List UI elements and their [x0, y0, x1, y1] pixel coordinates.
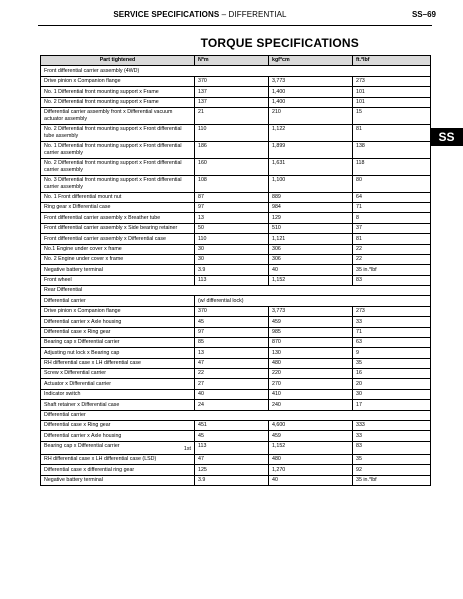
torque-kgfcm: 480 [269, 358, 353, 368]
torque-kgfcm: 306 [269, 244, 353, 254]
section-tab: SS [430, 128, 463, 146]
torque-ftlbf: 63 [353, 337, 431, 347]
torque-kgfcm: 1,100 [269, 175, 353, 192]
table-row [41, 475, 431, 485]
torque-nm: 24 [195, 400, 269, 410]
page-title: TORQUE SPECIFICATIONS [200, 36, 359, 50]
table-row [41, 124, 431, 141]
torque-nm: 13 [195, 348, 269, 358]
torque-ftlbf: 83 [353, 275, 431, 285]
part-cell: RH differential case x LH differential case (LSD) [41, 455, 195, 465]
table-row [41, 306, 431, 316]
torque-ftlbf: 138 [353, 141, 431, 158]
condition-note: (w/ differential lock) [195, 296, 431, 306]
part-cell: Differential carrier assembly front x Differential vacuum actuator assembly [41, 107, 195, 124]
table-row [41, 369, 431, 379]
part-cell: Negative battery terminal [41, 475, 195, 485]
torque-ftlbf: 81 [353, 234, 431, 244]
torque-kgfcm: 1,152 [269, 275, 353, 285]
torque-nm: 110 [195, 234, 269, 244]
part-cell: Adjusting nut lock x Bearing cap [41, 348, 195, 358]
running-title [0, 10, 400, 19]
torque-kgfcm: 480 [269, 455, 353, 465]
table-row [41, 348, 431, 358]
torque-nm: 27 [195, 379, 269, 389]
torque-nm: 45 [195, 431, 269, 441]
torque-nm: 97 [195, 327, 269, 337]
part-cell: Differential carrier [41, 296, 195, 306]
torque-kgfcm: 3,773 [269, 76, 353, 86]
table-row [41, 76, 431, 86]
table-row [41, 192, 431, 202]
torque-kgfcm: 240 [269, 400, 353, 410]
torque-kgfcm: 889 [269, 192, 353, 202]
torque-kgfcm: 459 [269, 317, 353, 327]
torque-kgfcm: 870 [269, 337, 353, 347]
torque-kgfcm: 1,152 [269, 441, 353, 454]
torque-nm: 3.9 [195, 475, 269, 485]
torque-kgfcm: 1,121 [269, 234, 353, 244]
table-row [41, 455, 431, 465]
torque-ftlbf: 35 in.*lbf [353, 475, 431, 485]
torque-ftlbf: 22 [353, 254, 431, 264]
torque-ftlbf: 33 [353, 431, 431, 441]
torque-kgfcm: 129 [269, 213, 353, 223]
part-cell: No. 1 Front differential mount nut [41, 192, 195, 202]
part-cell: No. 1 Differential front mounting support x Frame [41, 87, 195, 97]
torque-kgfcm: 270 [269, 379, 353, 389]
part-cell: No. 2 Differential front mounting support x Front differential carrier assembly [41, 158, 195, 175]
torque-nm: 87 [195, 192, 269, 202]
table-row [41, 254, 431, 264]
torque-ftlbf: 71 [353, 327, 431, 337]
part-cell: No.1 Engine under cover x frame [41, 244, 195, 254]
torque-kgfcm: 410 [269, 389, 353, 399]
torque-kgfcm: 40 [269, 475, 353, 485]
table-row [41, 431, 431, 441]
torque-kgfcm: 459 [269, 431, 353, 441]
part-cell: Drive pinion x Companion flange [41, 76, 195, 86]
torque-kgfcm: 4,600 [269, 420, 353, 430]
torque-ftlbf: 30 [353, 389, 431, 399]
torque-ftlbf: 71 [353, 203, 431, 213]
column-header: Part tightened [41, 56, 195, 66]
table-row [41, 265, 431, 275]
torque-ftlbf: 81 [353, 124, 431, 141]
part-cell: Differential case x Ring gear [41, 327, 195, 337]
step-tag: 1st [183, 446, 191, 453]
torque-ftlbf: 83 [353, 441, 431, 454]
section-row [41, 286, 431, 296]
torque-ftlbf: 37 [353, 223, 431, 233]
torque-nm: 47 [195, 455, 269, 465]
torque-kgfcm: 510 [269, 223, 353, 233]
torque-ftlbf: 80 [353, 175, 431, 192]
torque-ftlbf: 8 [353, 213, 431, 223]
part-cell: Actuator x Differential carrier [41, 379, 195, 389]
torque-nm: 451 [195, 420, 269, 430]
subsection-name: DIFFERENTIAL [228, 10, 287, 19]
torque-kgfcm: 1,122 [269, 124, 353, 141]
torque-kgfcm: 1,400 [269, 97, 353, 107]
torque-ftlbf: 118 [353, 158, 431, 175]
torque-nm: 113 [195, 441, 269, 454]
torque-ftlbf: 35 in.*lbf [353, 265, 431, 275]
table-row [41, 87, 431, 97]
torque-nm: 22 [195, 369, 269, 379]
column-header: kgf*cm [269, 56, 353, 66]
part-cell: Front differential carrier assembly x Side bearing retainer [41, 223, 195, 233]
torque-ftlbf: 273 [353, 306, 431, 316]
torque-ftlbf: 33 [353, 317, 431, 327]
torque-nm: 30 [195, 254, 269, 264]
table-row [41, 420, 431, 430]
torque-nm: 370 [195, 306, 269, 316]
section-label: Rear Differential [41, 286, 431, 296]
torque-nm: 108 [195, 175, 269, 192]
section-row [41, 410, 431, 420]
table-row [41, 213, 431, 223]
part-cell: No. 1 Differential front mounting support x Front differential carrier assembly [41, 141, 195, 158]
part-cell: No. 2 Differential front mounting support x Front differential tube assembly [41, 124, 195, 141]
table-row [41, 379, 431, 389]
part-cell: No. 2 Engine under cover x frame [41, 254, 195, 264]
part-cell: Front differential carrier assembly x Differential case [41, 234, 195, 244]
torque-ftlbf: 101 [353, 87, 431, 97]
torque-ftlbf: 92 [353, 465, 431, 475]
table-row [41, 97, 431, 107]
table-row [41, 141, 431, 158]
table-row [41, 107, 431, 124]
part-cell: Differential case x differential ring gear [41, 465, 195, 475]
torque-ftlbf: 16 [353, 369, 431, 379]
part-cell: No. 2 Differential front mounting support x Frame [41, 97, 195, 107]
part-cell: Differential carrier x Axle housing [41, 431, 195, 441]
torque-nm: 13 [195, 213, 269, 223]
torque-nm: 110 [195, 124, 269, 141]
torque-nm: 21 [195, 107, 269, 124]
torque-kgfcm: 1,631 [269, 158, 353, 175]
title-separator: – [221, 10, 227, 19]
torque-kgfcm: 1,899 [269, 141, 353, 158]
torque-kgfcm: 984 [269, 203, 353, 213]
table-row [41, 296, 431, 306]
torque-nm: 85 [195, 337, 269, 347]
page-number: SS–69 [411, 10, 436, 19]
torque-nm: 40 [195, 389, 269, 399]
table-row [41, 327, 431, 337]
table-row [41, 223, 431, 233]
section-name: SERVICE SPECIFICATIONS [113, 10, 220, 19]
torque-ftlbf: 20 [353, 379, 431, 389]
table-row [41, 465, 431, 475]
table-row [41, 400, 431, 410]
part-cell: No. 3 Differential front mounting support x Front differential carrier assembly [41, 175, 195, 192]
table-row [41, 158, 431, 175]
part-cell: Shaft retainer x Differential case [41, 400, 195, 410]
torque-ftlbf: 22 [353, 244, 431, 254]
part-cell: Front differential carrier assembly x Breather tube [41, 213, 195, 223]
torque-nm: 113 [195, 275, 269, 285]
torque-ftlbf: 64 [353, 192, 431, 202]
torque-ftlbf: 333 [353, 420, 431, 430]
part-cell: Front wheel [41, 275, 195, 285]
table-row [41, 441, 431, 454]
table-body [41, 66, 431, 486]
torque-nm: 137 [195, 87, 269, 97]
table-row [41, 175, 431, 192]
section-label: Front differential carrier assembly (4WD) [41, 66, 431, 76]
torque-nm: 30 [195, 244, 269, 254]
torque-nm: 125 [195, 465, 269, 475]
torque-ftlbf: 17 [353, 400, 431, 410]
torque-nm: 137 [195, 97, 269, 107]
torque-nm: 47 [195, 358, 269, 368]
section-label: Differential carrier [41, 410, 431, 420]
table-row [41, 389, 431, 399]
header-rule [38, 25, 432, 26]
torque-kgfcm: 306 [269, 254, 353, 264]
table-row [41, 275, 431, 285]
torque-nm: 97 [195, 203, 269, 213]
torque-nm: 3.9 [195, 265, 269, 275]
part-cell: Indicator switch [41, 389, 195, 399]
torque-kgfcm: 3,773 [269, 306, 353, 316]
torque-ftlbf: 35 [353, 358, 431, 368]
table-row [41, 358, 431, 368]
column-header: N*m [195, 56, 269, 66]
torque-kgfcm: 1,400 [269, 87, 353, 97]
part-cell: Negative battery terminal [41, 265, 195, 275]
torque-kgfcm: 1,270 [269, 465, 353, 475]
torque-ftlbf: 273 [353, 76, 431, 86]
torque-ftlbf: 9 [353, 348, 431, 358]
torque-ftlbf: 15 [353, 107, 431, 124]
part-cell: Differential case x Ring gear [41, 420, 195, 430]
part-cell: Bearing cap x Differential carrier [41, 337, 195, 347]
table-header-row [41, 56, 431, 66]
torque-ftlbf: 101 [353, 97, 431, 107]
part-label: Bearing cap x Differential carrier [44, 443, 120, 450]
table-row [41, 317, 431, 327]
torque-nm: 160 [195, 158, 269, 175]
part-cell [41, 441, 195, 454]
part-cell: Differential carrier x Axle housing [41, 317, 195, 327]
part-cell: Ring gear x Differential case [41, 203, 195, 213]
torque-kgfcm: 985 [269, 327, 353, 337]
part-cell: RH differential case x LH differential case [41, 358, 195, 368]
torque-nm: 370 [195, 76, 269, 86]
page-header [0, 10, 463, 26]
table-row [41, 337, 431, 347]
torque-kgfcm: 130 [269, 348, 353, 358]
section-row [41, 66, 431, 76]
torque-kgfcm: 220 [269, 369, 353, 379]
part-cell-content [44, 443, 191, 453]
part-cell: Drive pinion x Companion flange [41, 306, 195, 316]
table-row [41, 203, 431, 213]
part-cell: Screw x Differential carrier [41, 369, 195, 379]
torque-ftlbf: 35 [353, 455, 431, 465]
torque-nm: 45 [195, 317, 269, 327]
table-row [41, 234, 431, 244]
torque-spec-table [40, 55, 431, 486]
torque-nm: 50 [195, 223, 269, 233]
torque-kgfcm: 210 [269, 107, 353, 124]
torque-kgfcm: 40 [269, 265, 353, 275]
column-header: ft.*lbf [353, 56, 431, 66]
table-row [41, 244, 431, 254]
torque-nm: 186 [195, 141, 269, 158]
